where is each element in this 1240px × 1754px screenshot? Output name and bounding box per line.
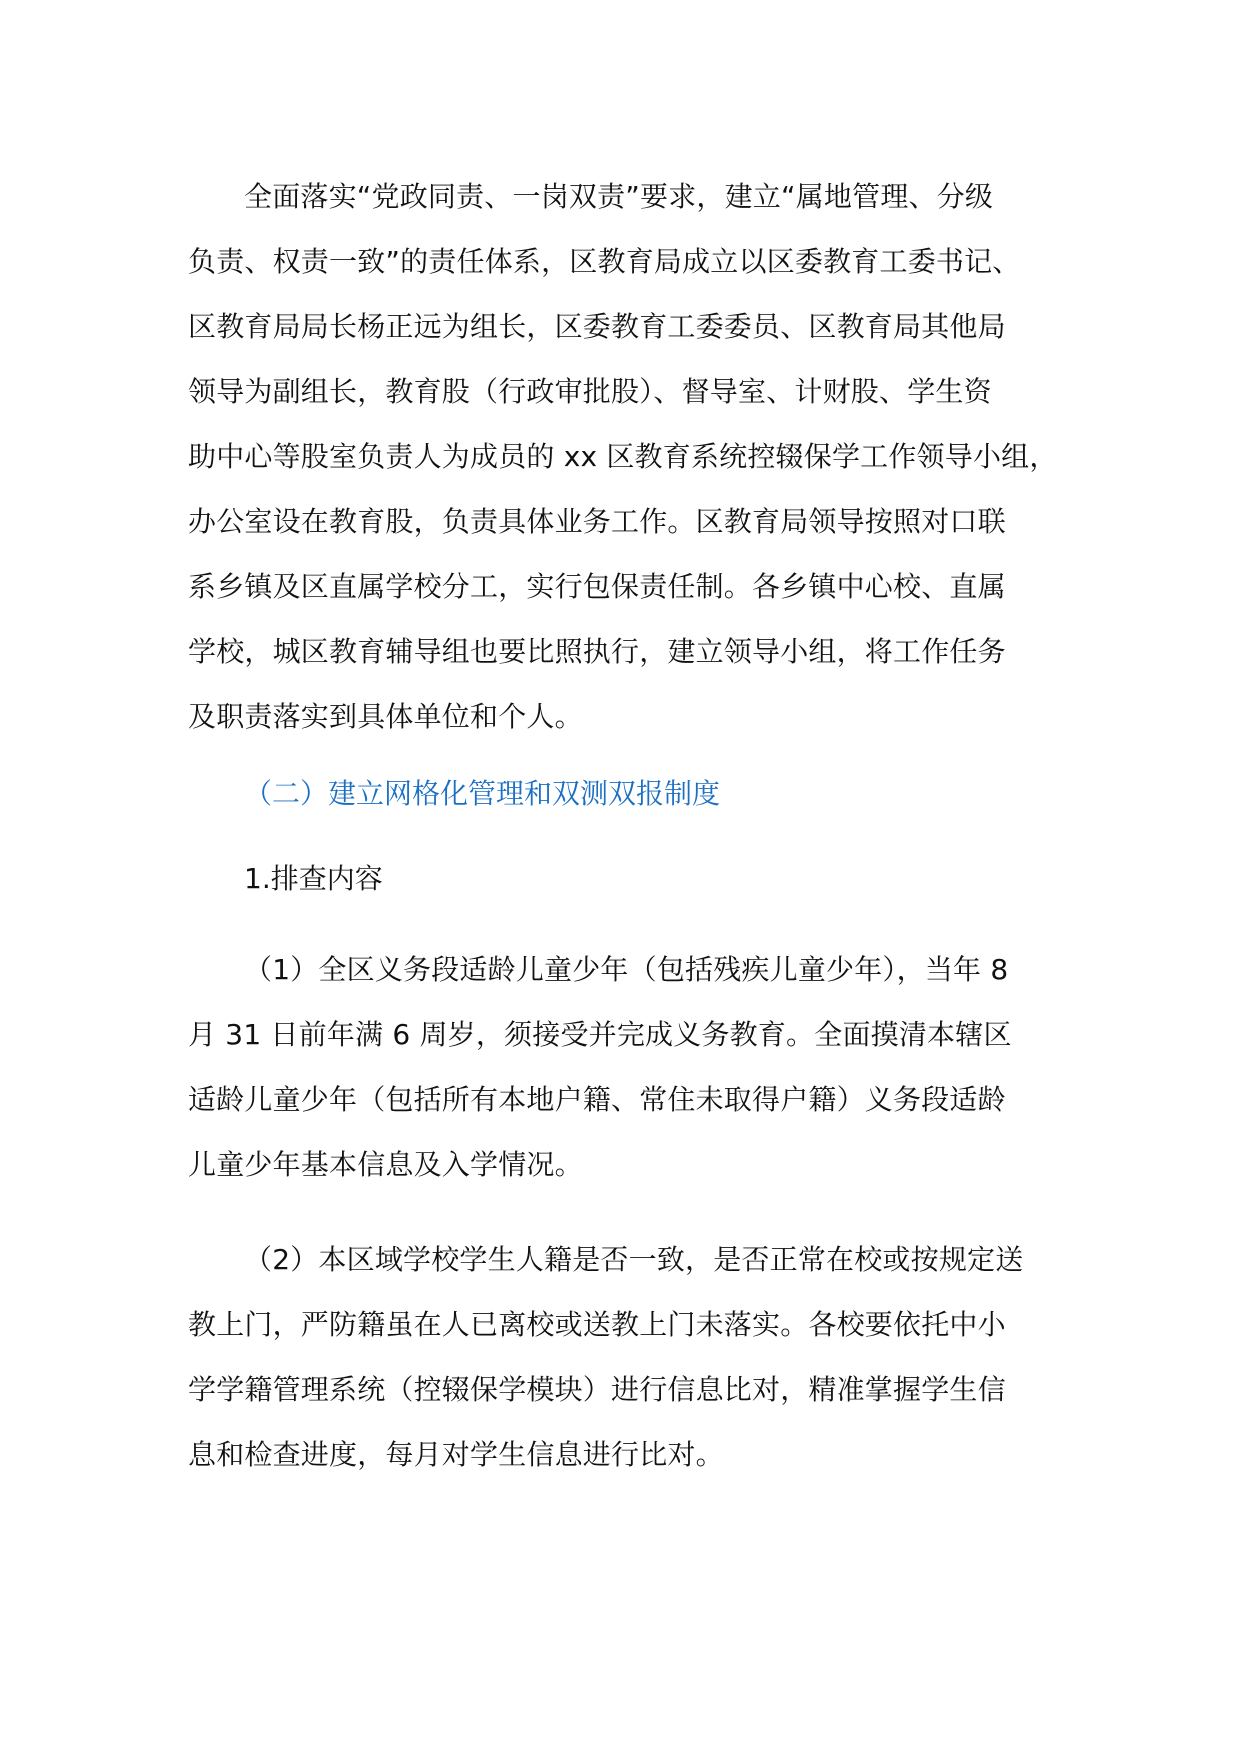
paragraph-leadership-responsibility <box>188 164 1078 749</box>
text-line: （1）全区义务段适龄儿童少年（包括残疾儿童少年），当年 8 <box>244 953 1009 986</box>
text-line: 学学籍管理系统（控辍保学模块）进行信息比对，精准掌握学生信 <box>188 1373 1006 1406</box>
text-line: 助中心等股室负责人为成员的 xx 区教育系统控辍保学工作领导小组， <box>188 440 1058 473</box>
text-line: 学校，城区教育辅导组也要比照执行，建立领导小组，将工作任务 <box>188 635 1006 668</box>
text-line: 息和检查进度，每月对学生信息进行比对。 <box>188 1438 724 1471</box>
text-line: 办公室设在教育股，负责具体业务工作。区教育局领导按照对口联 <box>188 505 1006 538</box>
paragraph-screening-item-1 <box>188 937 1078 1197</box>
paragraph-screening-item-2 <box>188 1227 1078 1487</box>
text-line: （2）本区域学校学生人籍是否一致，是否正常在校或按规定送 <box>244 1243 1024 1276</box>
text-line: 负责、权责一致”的责任体系，区教育局成立以区委教育工委书记、 <box>188 245 1021 278</box>
text-line: 区教育局局长杨正远为组长，区委教育工委委员、区教育局其他局 <box>188 310 1006 343</box>
text-line: 系乡镇及区直属学校分工，实行包保责任制。各乡镇中心校、直属 <box>188 570 1006 603</box>
subsection-heading: 1.排查内容 <box>244 862 383 895</box>
section-heading: （二）建立网格化管理和双测双报制度 <box>244 777 721 810</box>
document-body <box>188 164 1078 1487</box>
text-line: 及职责落实到具体单位和个人。 <box>188 700 583 733</box>
text-line: 适龄儿童少年（包括所有本地户籍、常住未取得户籍）义务段适龄 <box>188 1083 1006 1116</box>
text-line: 月 31 日前年满 6 周岁，须接受并完成义务教育。全面摸清本辖区 <box>188 1018 1012 1051</box>
text-line: 儿童少年基本信息及入学情况。 <box>188 1148 583 1181</box>
text-line: 全面落实“党政同责、一岗双责”要求，建立“属地管理、分级 <box>244 180 994 213</box>
text-line: 领导为副组长，教育股（行政审批股）、督导室、计财股、学生资 <box>188 375 992 408</box>
text-line: 教上门，严防籍虽在人已离校或送教上门未落实。各校要依托中小 <box>188 1308 1006 1341</box>
